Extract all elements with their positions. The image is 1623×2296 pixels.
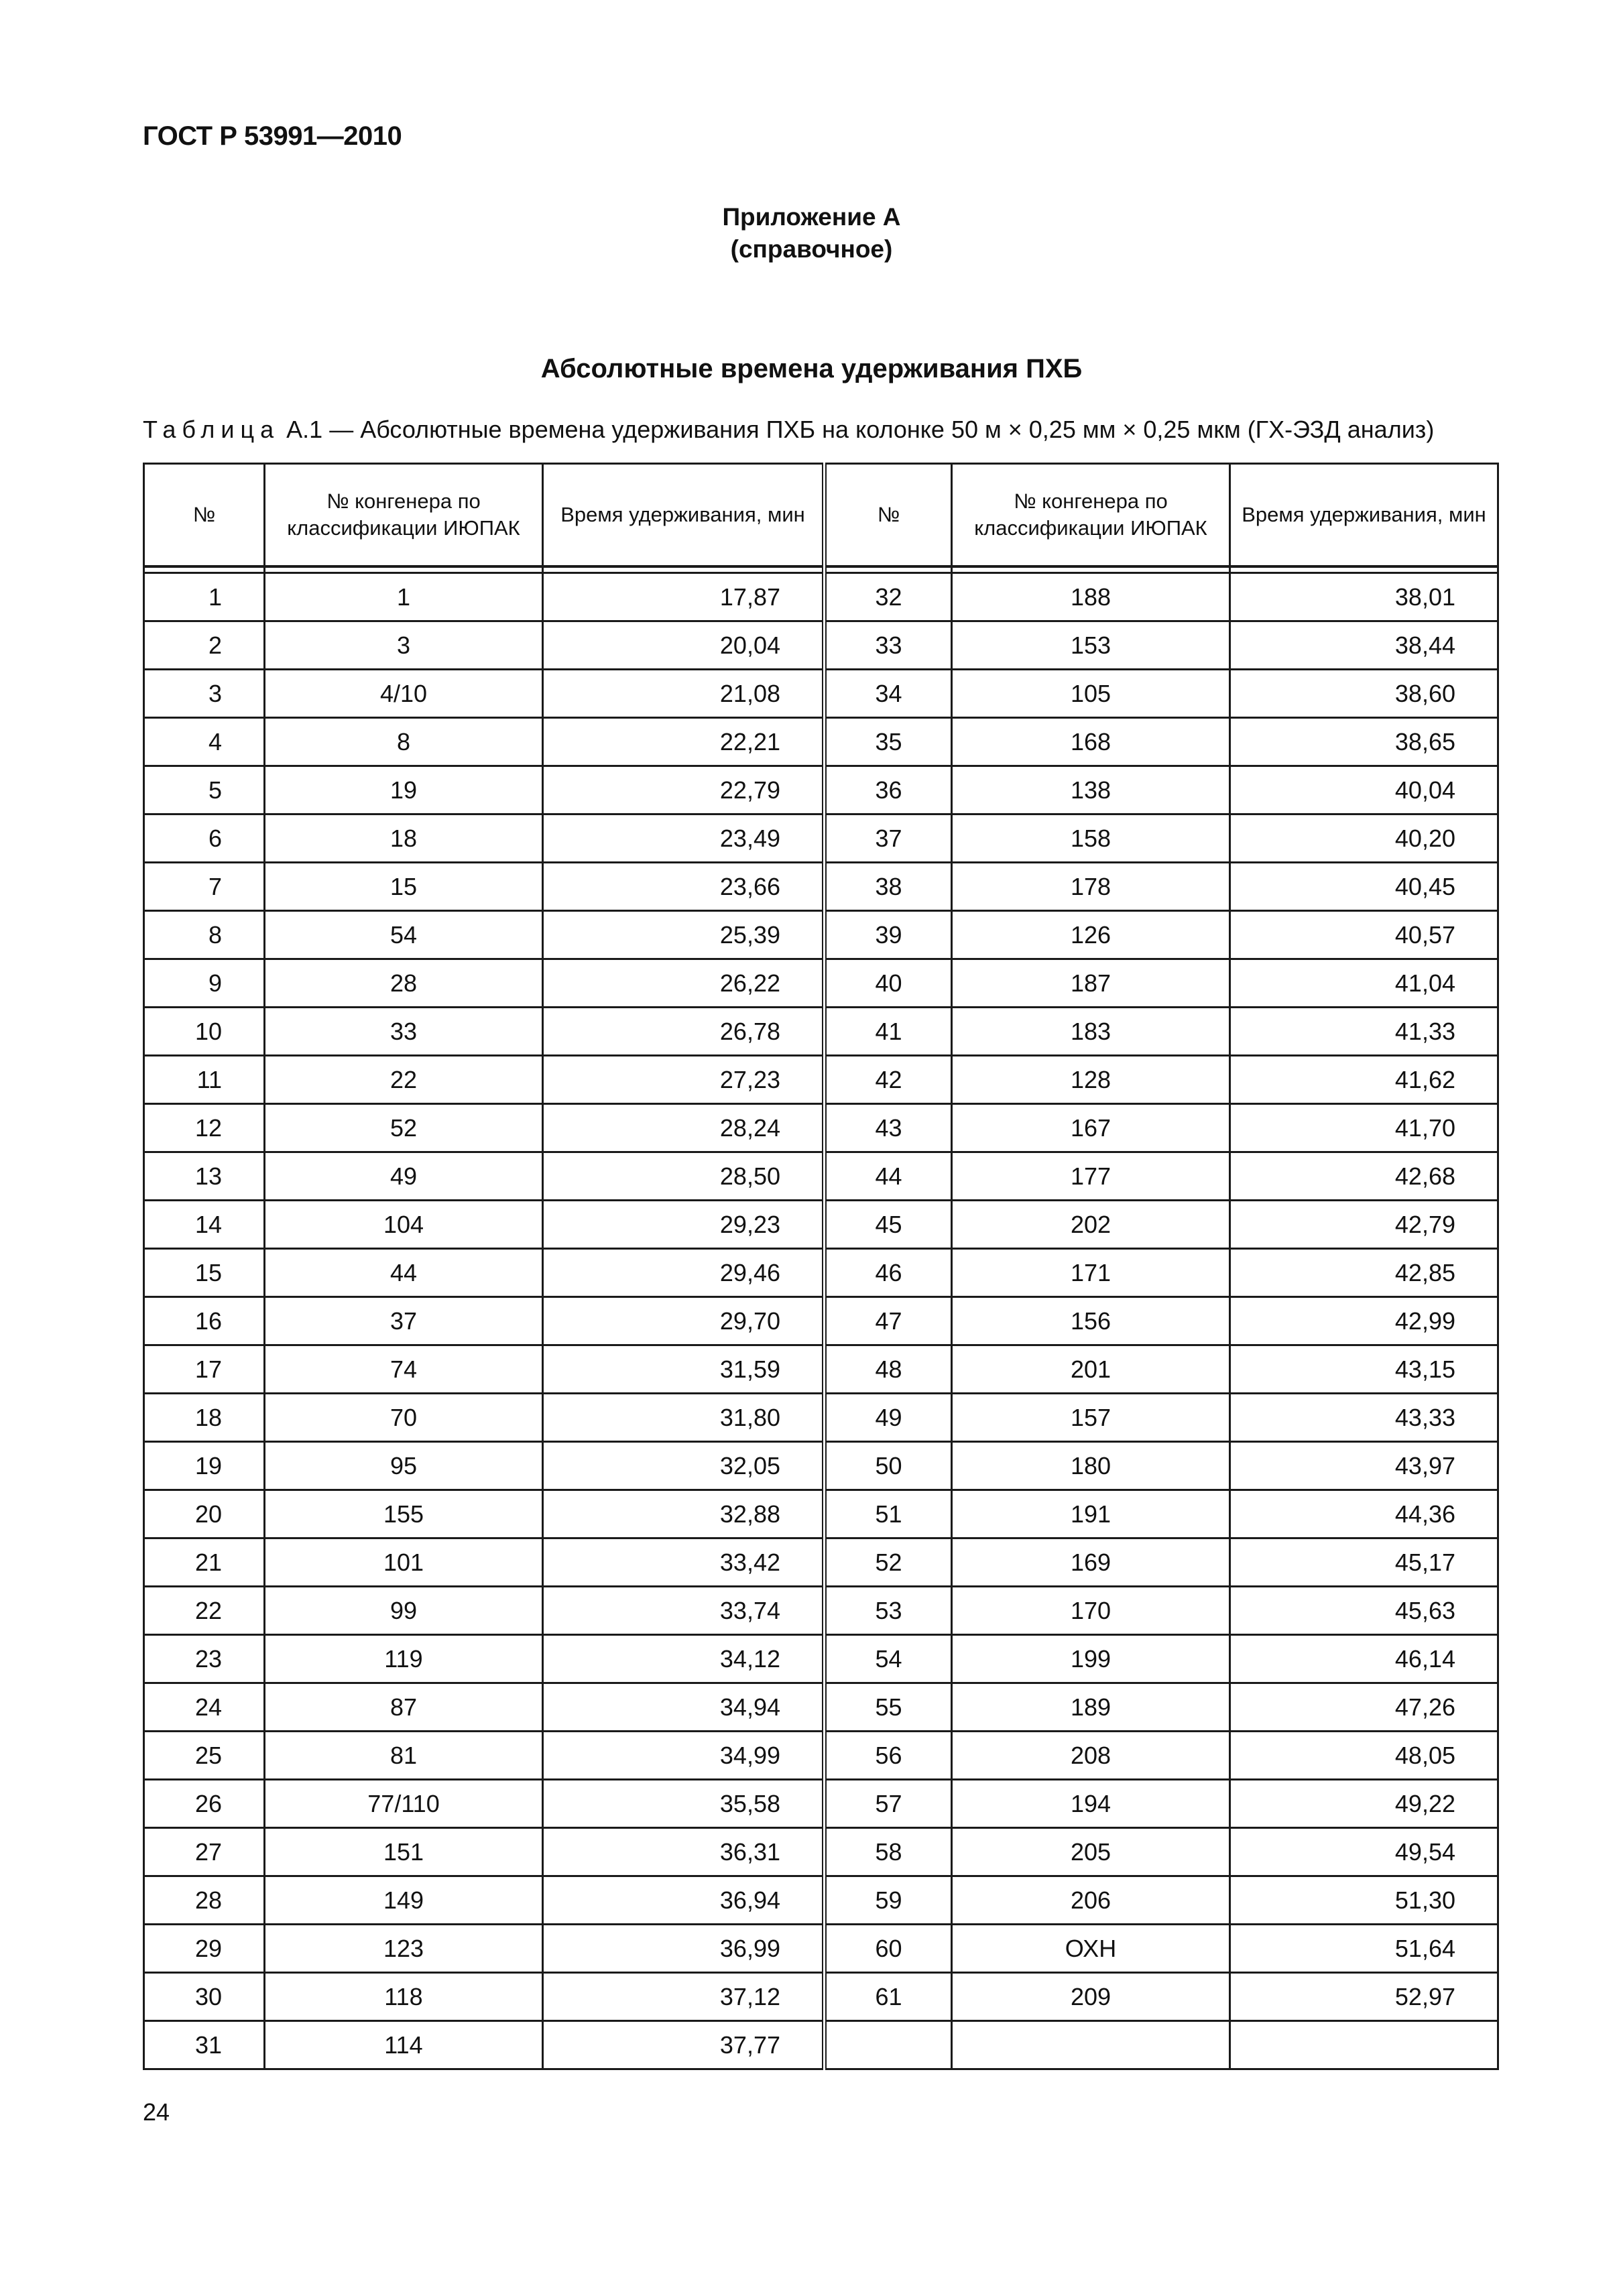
retention-time-left: 31,80 — [543, 1394, 825, 1442]
retention-time-right: 40,04 — [1230, 766, 1498, 814]
retention-time-left: 20,04 — [543, 621, 825, 670]
table-row — [144, 1732, 1498, 1780]
congener-number-right: 189 — [952, 1683, 1230, 1732]
row-number-left: 16 — [144, 1297, 265, 1345]
retention-time-right: 52,97 — [1230, 1973, 1498, 2021]
row-number-right: 38 — [825, 863, 952, 911]
retention-time-right: 42,79 — [1230, 1201, 1498, 1249]
row-number-left: 28 — [144, 1876, 265, 1925]
congener-number-right: 138 — [952, 766, 1230, 814]
row-number-right: 44 — [825, 1152, 952, 1201]
congener-number-left: 151 — [265, 1828, 543, 1876]
congener-number-left: 119 — [265, 1635, 543, 1683]
retention-time-right: 38,65 — [1230, 718, 1498, 766]
retention-time-left: 17,87 — [543, 573, 825, 621]
retention-time-left: 31,59 — [543, 1345, 825, 1394]
retention-time-right: 38,01 — [1230, 573, 1498, 621]
table-row — [144, 1490, 1498, 1538]
congener-number-left: 37 — [265, 1297, 543, 1345]
retention-time-right: 43,15 — [1230, 1345, 1498, 1394]
table-row — [144, 1104, 1498, 1152]
header-retention-left: Время удерживания, мин — [543, 464, 825, 567]
congener-number-left: 28 — [265, 959, 543, 1008]
congener-number-left: 22 — [265, 1056, 543, 1104]
retention-time-left: 27,23 — [543, 1056, 825, 1104]
row-number-right: 51 — [825, 1490, 952, 1538]
retention-time-left: 32,88 — [543, 1490, 825, 1538]
congener-number-right: 183 — [952, 1008, 1230, 1056]
congener-number-left: 54 — [265, 911, 543, 959]
table-row — [144, 621, 1498, 670]
congener-number-right: 105 — [952, 670, 1230, 718]
row-number-left: 7 — [144, 863, 265, 911]
header-separator-row — [144, 566, 1498, 573]
row-number-left: 19 — [144, 1442, 265, 1490]
congener-number-left: 70 — [265, 1394, 543, 1442]
table-row — [144, 1056, 1498, 1104]
retention-times-table — [143, 463, 1499, 2070]
retention-time-left: 37,77 — [543, 2021, 825, 2069]
table-row — [144, 1008, 1498, 1056]
retention-time-right: 48,05 — [1230, 1732, 1498, 1780]
retention-time-right: 42,68 — [1230, 1152, 1498, 1201]
retention-time-left: 33,42 — [543, 1538, 825, 1587]
table-row — [144, 1683, 1498, 1732]
congener-number-right: 180 — [952, 1442, 1230, 1490]
row-number-right: 48 — [825, 1345, 952, 1394]
retention-time-right: 47,26 — [1230, 1683, 1498, 1732]
row-number-left: 1 — [144, 573, 265, 621]
row-number-left: 31 — [144, 2021, 265, 2069]
retention-time-right: 43,33 — [1230, 1394, 1498, 1442]
congener-number-left: 15 — [265, 863, 543, 911]
retention-time-right: 43,97 — [1230, 1442, 1498, 1490]
congener-number-left: 49 — [265, 1152, 543, 1201]
congener-number-left: 1 — [265, 573, 543, 621]
retention-time-left: 34,94 — [543, 1683, 825, 1732]
row-number-left: 18 — [144, 1394, 265, 1442]
retention-time-left: 36,99 — [543, 1925, 825, 1973]
congener-number-right: 170 — [952, 1587, 1230, 1635]
retention-time-left: 28,24 — [543, 1104, 825, 1152]
congener-number-left: 87 — [265, 1683, 543, 1732]
retention-time-right: 49,54 — [1230, 1828, 1498, 1876]
table-row — [144, 718, 1498, 766]
retention-time-left: 23,49 — [543, 814, 825, 863]
appendix-title: Приложение А — [722, 203, 901, 231]
row-number-right: 60 — [825, 1925, 952, 1973]
retention-time-left: 29,70 — [543, 1297, 825, 1345]
header-no-right: № — [825, 464, 952, 567]
retention-time-right: 46,14 — [1230, 1635, 1498, 1683]
table-row — [144, 814, 1498, 863]
row-number-right: 35 — [825, 718, 952, 766]
table-header-row — [144, 464, 1498, 567]
congener-number-left: 99 — [265, 1587, 543, 1635]
table-row — [144, 1442, 1498, 1490]
congener-number-right: 188 — [952, 573, 1230, 621]
congener-number-right: 177 — [952, 1152, 1230, 1201]
retention-time-left: 26,22 — [543, 959, 825, 1008]
retention-time-left: 33,74 — [543, 1587, 825, 1635]
retention-time-left: 26,78 — [543, 1008, 825, 1056]
congener-number-right: ОХН — [952, 1925, 1230, 1973]
retention-time-right: 44,36 — [1230, 1490, 1498, 1538]
congener-number-left: 95 — [265, 1442, 543, 1490]
row-number-left: 5 — [144, 766, 265, 814]
row-number-left: 30 — [144, 1973, 265, 2021]
row-number-right: 59 — [825, 1876, 952, 1925]
row-number-right: 54 — [825, 1635, 952, 1683]
retention-time-right: 41,62 — [1230, 1056, 1498, 1104]
table-row — [144, 1152, 1498, 1201]
table-row — [144, 863, 1498, 911]
row-number-right: 39 — [825, 911, 952, 959]
header-no-left: № — [144, 464, 265, 567]
appendix-subtitle: (справочное) — [730, 235, 893, 263]
header-congener-right: № конгенера по классификации ИЮПАК — [952, 464, 1230, 567]
row-number-right: 40 — [825, 959, 952, 1008]
congener-number-right: 171 — [952, 1249, 1230, 1297]
row-number-left: 13 — [144, 1152, 265, 1201]
congener-number-left: 74 — [265, 1345, 543, 1394]
row-number-left: 23 — [144, 1635, 265, 1683]
row-number-left: 3 — [144, 670, 265, 718]
row-number-right: 58 — [825, 1828, 952, 1876]
table-caption-label: Таблица — [143, 416, 280, 443]
table-row — [144, 1876, 1498, 1925]
congener-number-left: 104 — [265, 1201, 543, 1249]
congener-number-right: 157 — [952, 1394, 1230, 1442]
table-caption — [143, 416, 1434, 444]
row-number-left: 8 — [144, 911, 265, 959]
row-number-right: 37 — [825, 814, 952, 863]
retention-time-right — [1230, 2021, 1498, 2069]
retention-time-left: 23,66 — [543, 863, 825, 911]
retention-time-right: 40,57 — [1230, 911, 1498, 959]
congener-number-right: 201 — [952, 1345, 1230, 1394]
congener-number-left: 77/110 — [265, 1780, 543, 1828]
row-number-left: 21 — [144, 1538, 265, 1587]
congener-number-right — [952, 2021, 1230, 2069]
table-row — [144, 1925, 1498, 1973]
retention-time-left: 29,46 — [543, 1249, 825, 1297]
row-number-right: 32 — [825, 573, 952, 621]
table-row — [144, 911, 1498, 959]
row-number-right: 57 — [825, 1780, 952, 1828]
row-number-left: 24 — [144, 1683, 265, 1732]
retention-time-left: 32,05 — [543, 1442, 825, 1490]
table-row — [144, 1973, 1498, 2021]
congener-number-right: 169 — [952, 1538, 1230, 1587]
congener-number-left: 155 — [265, 1490, 543, 1538]
congener-number-left: 101 — [265, 1538, 543, 1587]
table-row — [144, 766, 1498, 814]
table-row — [144, 1828, 1498, 1876]
row-number-left: 4 — [144, 718, 265, 766]
retention-time-right: 41,33 — [1230, 1008, 1498, 1056]
header-retention-right: Время удерживания, мин — [1230, 464, 1498, 567]
row-number-right: 41 — [825, 1008, 952, 1056]
congener-number-right: 191 — [952, 1490, 1230, 1538]
retention-time-left: 22,21 — [543, 718, 825, 766]
congener-number-right: 126 — [952, 911, 1230, 959]
table-row — [144, 2021, 1498, 2069]
congener-number-left: 4/10 — [265, 670, 543, 718]
retention-time-right: 41,70 — [1230, 1104, 1498, 1152]
row-number-right: 56 — [825, 1732, 952, 1780]
row-number-right: 47 — [825, 1297, 952, 1345]
row-number-left: 12 — [144, 1104, 265, 1152]
row-number-right: 50 — [825, 1442, 952, 1490]
row-number-left: 2 — [144, 621, 265, 670]
table-row — [144, 670, 1498, 718]
retention-time-right: 45,17 — [1230, 1538, 1498, 1587]
table-row — [144, 959, 1498, 1008]
row-number-right: 52 — [825, 1538, 952, 1587]
congener-number-right: 199 — [952, 1635, 1230, 1683]
row-number-left: 29 — [144, 1925, 265, 1973]
congener-number-right: 128 — [952, 1056, 1230, 1104]
retention-time-left: 25,39 — [543, 911, 825, 959]
table-row — [144, 1345, 1498, 1394]
retention-time-right: 42,99 — [1230, 1297, 1498, 1345]
row-number-left: 9 — [144, 959, 265, 1008]
retention-time-right: 49,22 — [1230, 1780, 1498, 1828]
table-row — [144, 1297, 1498, 1345]
retention-time-left: 36,94 — [543, 1876, 825, 1925]
retention-time-left: 34,12 — [543, 1635, 825, 1683]
congener-number-left: 81 — [265, 1732, 543, 1780]
row-number-left: 26 — [144, 1780, 265, 1828]
page-number: 24 — [143, 2098, 170, 2126]
table-row — [144, 1587, 1498, 1635]
section-title: Абсолютные времена удерживания ПХБ — [540, 354, 1083, 383]
congener-number-left: 33 — [265, 1008, 543, 1056]
table-row — [144, 573, 1498, 621]
congener-number-right: 208 — [952, 1732, 1230, 1780]
congener-number-left: 18 — [265, 814, 543, 863]
congener-number-left: 123 — [265, 1925, 543, 1973]
congener-number-left: 19 — [265, 766, 543, 814]
row-number-left: 20 — [144, 1490, 265, 1538]
congener-number-left: 52 — [265, 1104, 543, 1152]
table-row — [144, 1249, 1498, 1297]
row-number-right — [825, 2021, 952, 2069]
retention-time-left: 29,23 — [543, 1201, 825, 1249]
retention-time-left: 36,31 — [543, 1828, 825, 1876]
retention-time-right: 51,64 — [1230, 1925, 1498, 1973]
congener-number-right: 194 — [952, 1780, 1230, 1828]
row-number-right: 42 — [825, 1056, 952, 1104]
table-row — [144, 1394, 1498, 1442]
retention-time-left: 22,79 — [543, 766, 825, 814]
document-code: ГОСТ Р 53991—2010 — [143, 121, 402, 151]
congener-number-left: 8 — [265, 718, 543, 766]
row-number-left: 6 — [144, 814, 265, 863]
retention-time-right: 51,30 — [1230, 1876, 1498, 1925]
congener-number-left: 149 — [265, 1876, 543, 1925]
congener-number-right: 168 — [952, 718, 1230, 766]
row-number-right: 43 — [825, 1104, 952, 1152]
congener-number-right: 153 — [952, 621, 1230, 670]
row-number-right: 55 — [825, 1683, 952, 1732]
congener-number-left: 118 — [265, 1973, 543, 2021]
congener-number-left: 3 — [265, 621, 543, 670]
table-caption-text: А.1 — Абсолютные времена удерживания ПХБ на колонке 50 м × 0,25 мм × 0,25 мкм (ГХ-ЭЗД анализ) — [280, 416, 1435, 443]
congener-number-left: 114 — [265, 2021, 543, 2069]
row-number-right: 33 — [825, 621, 952, 670]
retention-time-right: 38,60 — [1230, 670, 1498, 718]
row-number-right: 34 — [825, 670, 952, 718]
retention-time-left: 21,08 — [543, 670, 825, 718]
row-number-left: 22 — [144, 1587, 265, 1635]
retention-time-right: 40,20 — [1230, 814, 1498, 863]
row-number-right: 36 — [825, 766, 952, 814]
row-number-right: 49 — [825, 1394, 952, 1442]
congener-number-right: 209 — [952, 1973, 1230, 2021]
congener-number-right: 167 — [952, 1104, 1230, 1152]
retention-time-right: 42,85 — [1230, 1249, 1498, 1297]
row-number-left: 25 — [144, 1732, 265, 1780]
table-row — [144, 1635, 1498, 1683]
retention-time-right: 40,45 — [1230, 863, 1498, 911]
congener-number-right: 202 — [952, 1201, 1230, 1249]
row-number-right: 53 — [825, 1587, 952, 1635]
table-row — [144, 1538, 1498, 1587]
congener-number-right: 156 — [952, 1297, 1230, 1345]
congener-number-right: 178 — [952, 863, 1230, 911]
row-number-left: 10 — [144, 1008, 265, 1056]
retention-time-right: 38,44 — [1230, 621, 1498, 670]
retention-time-left: 28,50 — [543, 1152, 825, 1201]
retention-time-left: 35,58 — [543, 1780, 825, 1828]
row-number-left: 14 — [144, 1201, 265, 1249]
retention-time-left: 37,12 — [543, 1973, 825, 2021]
congener-number-right: 205 — [952, 1828, 1230, 1876]
header-congener-left: № конгенера по классификации ИЮПАК — [265, 464, 543, 567]
row-number-left: 11 — [144, 1056, 265, 1104]
table-row — [144, 1201, 1498, 1249]
congener-number-right: 158 — [952, 814, 1230, 863]
appendix-heading — [0, 201, 1623, 265]
congener-number-left: 44 — [265, 1249, 543, 1297]
retention-time-right: 41,04 — [1230, 959, 1498, 1008]
table-row — [144, 1780, 1498, 1828]
retention-time-left: 34,99 — [543, 1732, 825, 1780]
row-number-right: 45 — [825, 1201, 952, 1249]
row-number-right: 61 — [825, 1973, 952, 2021]
congener-number-right: 206 — [952, 1876, 1230, 1925]
row-number-left: 15 — [144, 1249, 265, 1297]
retention-time-right: 45,63 — [1230, 1587, 1498, 1635]
congener-number-right: 187 — [952, 959, 1230, 1008]
row-number-left: 27 — [144, 1828, 265, 1876]
row-number-left: 17 — [144, 1345, 265, 1394]
row-number-right: 46 — [825, 1249, 952, 1297]
